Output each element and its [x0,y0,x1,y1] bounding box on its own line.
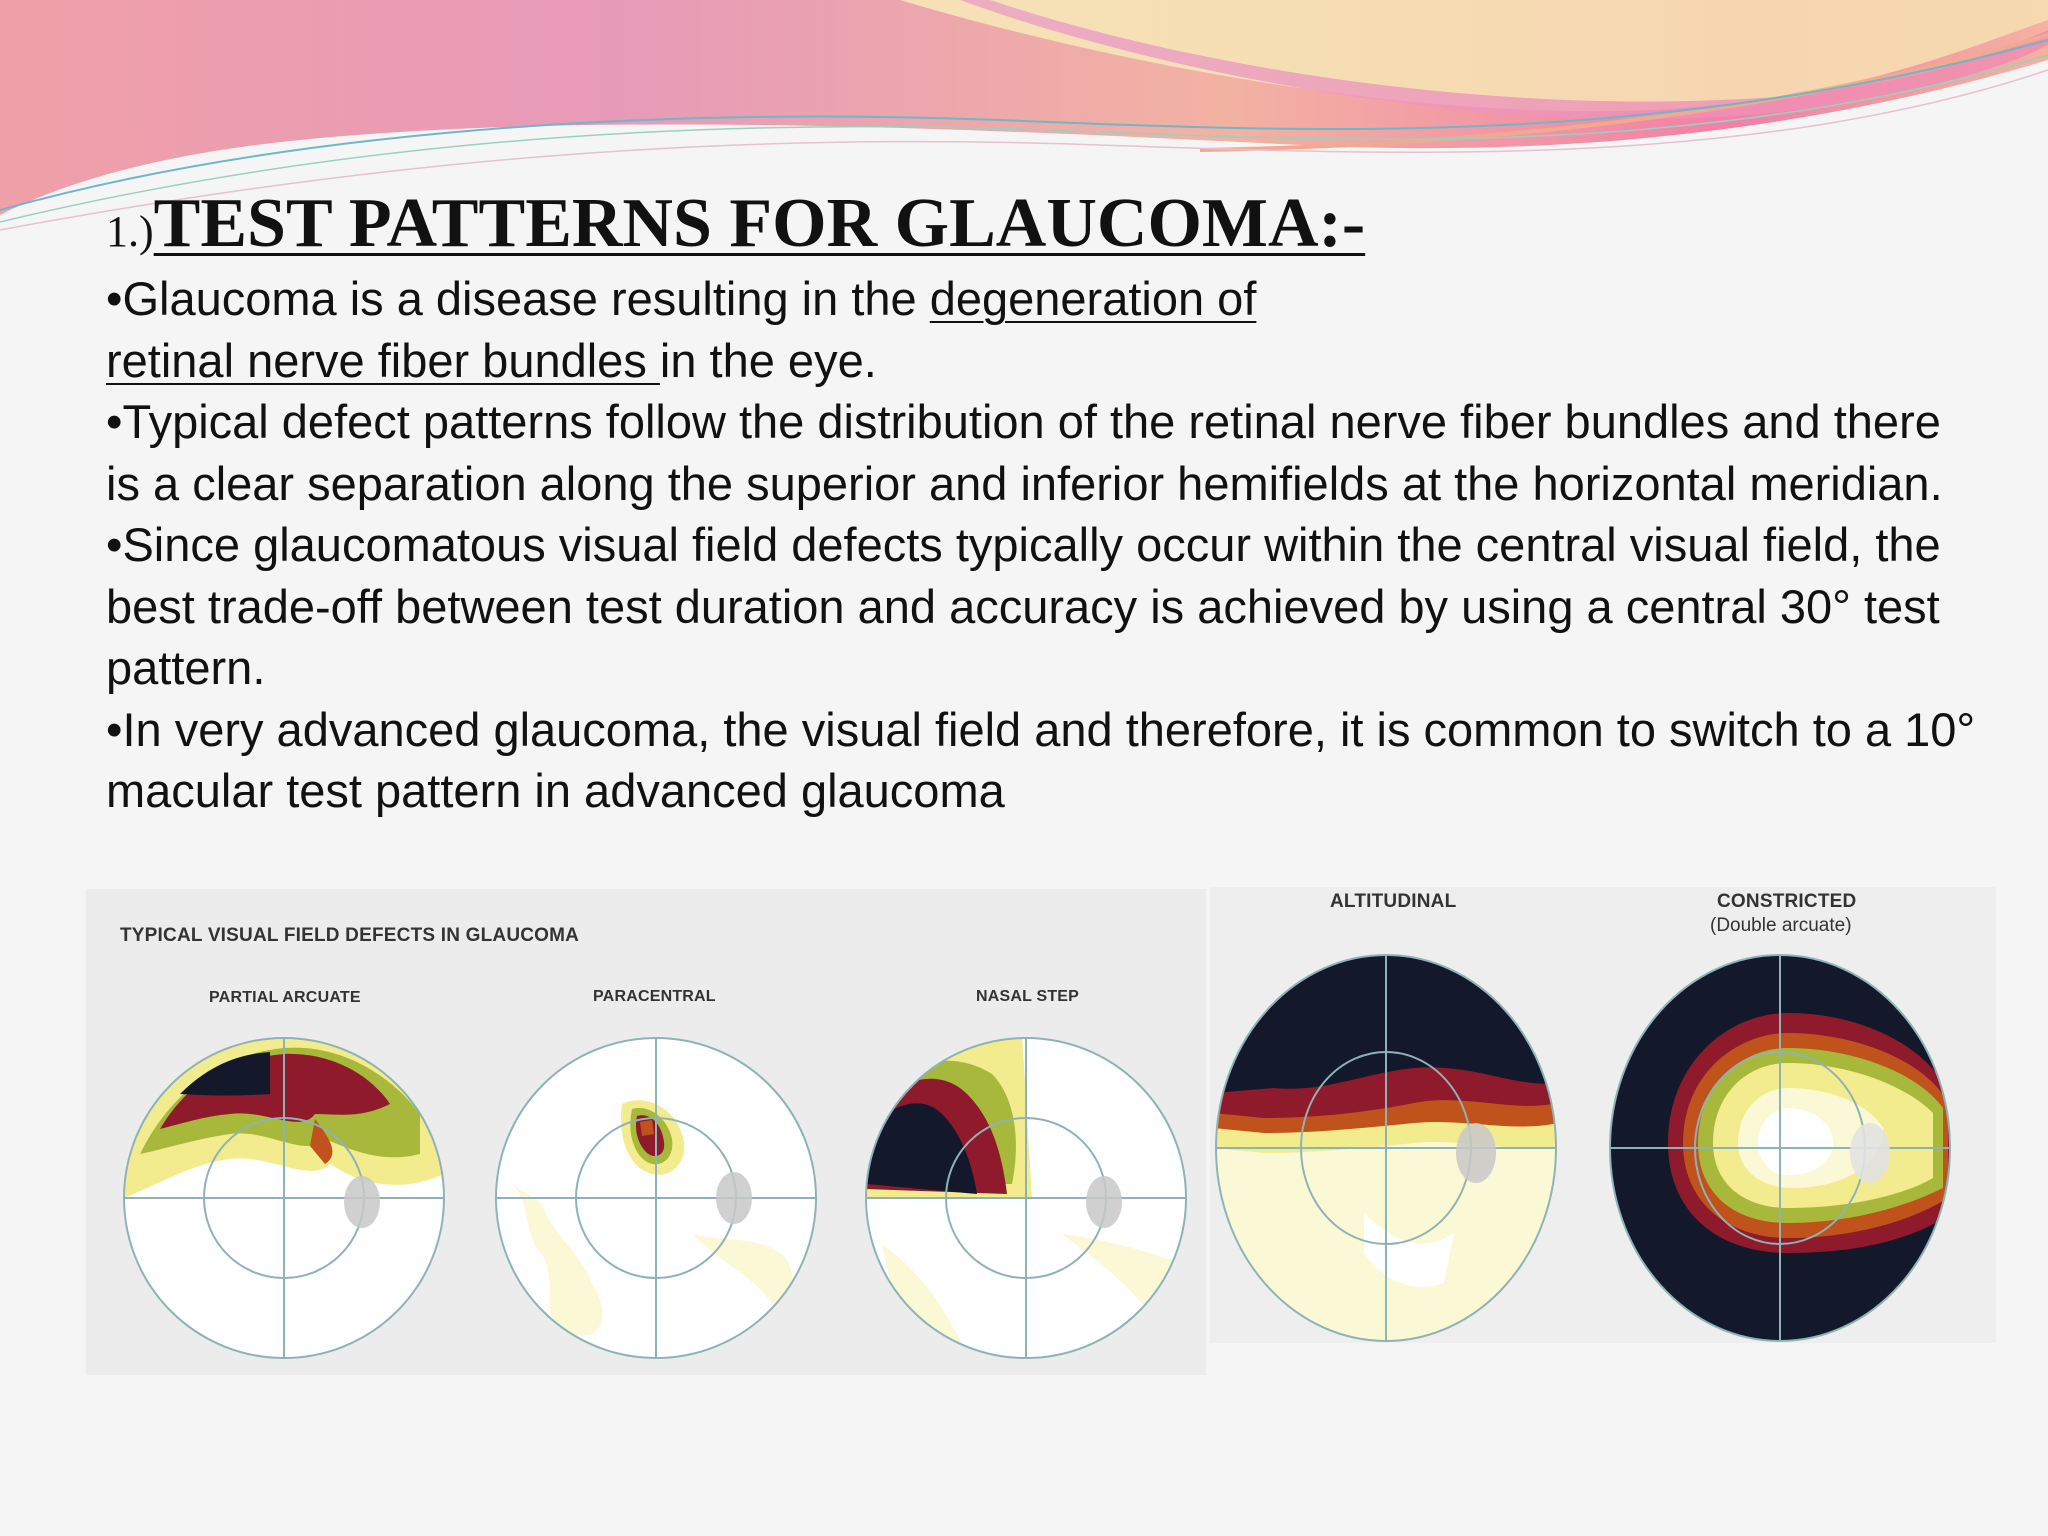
bullet-1-underlined-b: retinal nerve fiber bundles [106,333,660,387]
bullet-1-text-a: •Glaucoma is a disease resulting in the [106,272,930,325]
heading-title: TEST PATTERNS FOR GLAUCOMA:- [153,185,1366,262]
field-constricted [1608,953,1952,1343]
bullet-1 [106,268,1986,391]
bullet-1-underlined-a: degeneration of [929,272,1257,325]
figure-advanced-defects [1210,887,1996,1343]
bullet-4: •In very advanced glaucoma, the visual field and therefore, it is common to switch to a 10° macular test pattern in advanced glaucoma [106,702,1976,817]
label-constricted: CONSTRICTED [1717,891,1857,912]
figure-title: TYPICAL VISUAL FIELD DEFECTS IN GLAUCOMA [120,925,580,946]
field-partial-arcuate [120,1034,448,1362]
label-partial-arcuate: PARTIAL ARCUATE [209,989,361,1006]
label-nasal-step: NASAL STEP [976,988,1080,1005]
field-altitudinal [1214,953,1558,1343]
label-altitudinal: ALTITUDINAL [1330,891,1457,912]
bullet-1-text-b: in the eye. [659,333,877,387]
label-paracentral: PARACENTRAL [593,988,716,1005]
field-paracentral [492,1034,820,1362]
figure-typical-defects [86,889,1206,1375]
heading-number: 1.) [106,207,154,256]
bullet-2: •Typical defect patterns follow the distribution of the retinal nerve fiber bundles and there is a clear separation along the superior and inferior hemifields at the horizontal meridian. [106,395,1943,510]
slide-heading [106,184,1365,272]
bullet-3: •Since glaucomatous visual field defects typically occur within the central visual field, the best trade-off between test duration and accuracy is achieved by using a central 30° test pattern. [106,518,1941,694]
bullet-list [106,268,1986,822]
label-double-arcuate: (Double arcuate) [1710,915,1852,936]
field-nasal-step [862,1034,1190,1362]
